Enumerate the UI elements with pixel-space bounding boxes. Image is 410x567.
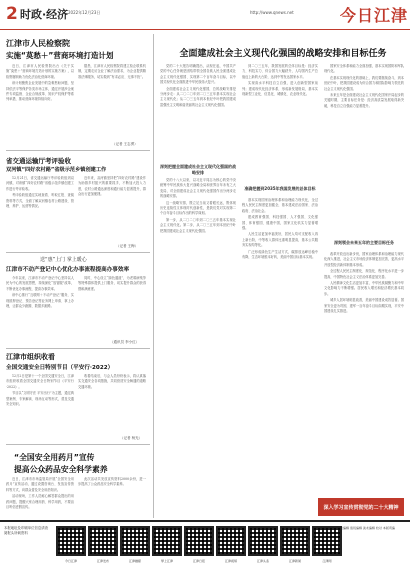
article-2-body-col2 — [78, 176, 146, 246]
article-4-body-col1 — [6, 374, 74, 438]
qr-code[interactable] — [312, 526, 342, 556]
footer-editors: 总编辑 值班编辑 美术编辑 校对 本版责编 — [340, 526, 395, 530]
footer-info: 本报地址及印刷单位信息请查阅报头所载资料 — [4, 526, 49, 535]
issue-date: 2022年12月23日 — [68, 10, 101, 15]
lead-subheading-2: 准确把握到2035年我国发展的总体目标 — [244, 186, 316, 191]
paragraph: 据悉，江津市人民检察院将建立检企联系机制，定期走访企业了解法治需求，为企业提供精准法律服务，切实做到“有求必应、无事不扰”。 — [78, 64, 146, 79]
paragraph: 城乡人居环境明显改善，美丽中国建设成效显著。国家安全更为巩固，建军一百年奋斗目标如期实现，平安中国建设扎实推进。 — [324, 298, 404, 314]
article-3-title: 江津市不动产登记中心优化办事流程提高办事效率 — [6, 267, 130, 273]
qr-label: 江津视频 — [224, 559, 237, 563]
paragraph: 节目以“文明守法 平安出行”为主题，通过典型案例、专家解读、现场互动等形式，普及交通安全知识。 — [6, 391, 74, 407]
paragraph: 人民生活更加幸福美好，居民人均可支配收入再上新台阶，中等收入群体比重明显提高，基本公共服务实现均等化。 — [242, 232, 318, 248]
article-1-body-col2 — [78, 64, 146, 144]
qr-label: 江津头条 — [256, 559, 269, 563]
qr-code[interactable] — [216, 526, 246, 556]
paragraph: 近日，江津市市场监管局开展“全国安全用药月”宣传活动，通过设置咨询台、发放宣传资料等方式，向群众普及安全用药知识。 — [6, 477, 74, 492]
paragraph: 该中心推行“互联网＋不动产登记”服务，实现抵押登记、预告登记等业务网上申请、掌上办理，让群众少跑腿、数据多跑路。 — [6, 293, 74, 309]
divider — [6, 150, 150, 151]
paragraph: 12月2日是第十一个全国交通安全日，江津市组织收看全国交通安全日特别节目《平安行·2022》。 — [6, 374, 74, 389]
column-divider — [153, 34, 154, 518]
page-footer — [0, 520, 410, 567]
paragraph: 人民精神文化生活更加丰富，中华民族凝聚力和中华文化影响力不断增强。居民收入增长和经济增长基本同步。 — [324, 281, 404, 296]
article-3-byline: （通讯员 李小红） — [110, 340, 140, 344]
paragraph: 12月21日，省交通运输厅考评验收组到双河镇，对该镇“四好农村路”省级示范乡镇创建工作进行考评验收。 — [6, 176, 74, 191]
paragraph: 近年来，双河镇坚持把“四好农村路”建设作为助推乡村振兴的重要抓手，不断加大投入力度，农村公路通达深度和通行能力显著提升，群众出行更加便捷。 — [78, 176, 146, 197]
qr-code[interactable] — [280, 526, 310, 556]
qr-label: 江津日报 — [192, 559, 205, 563]
lead-subheading-3: 深刻领会未来五年的主要目标任务 — [334, 240, 394, 245]
article-4-body-col2 — [78, 374, 146, 438]
divider — [6, 252, 150, 253]
lead-body-col3 — [324, 64, 404, 236]
article-1-title-line1: 江津市人民检察院 — [6, 39, 70, 48]
article-4-title-line2: 全国交通安全日特别节目（平安行·2022） — [6, 365, 114, 371]
paragraph: 改革开放迈出新步伐，国家治理体系和治理能力现代化深入推进，社会主义市场经济体制更加完善，更高水平开放型经济新体制基本形成。 — [324, 252, 404, 267]
paragraph: 到二〇三五年，我国发展的总体目标是：经济实力、科技实力、综合国力大幅跃升，人均国内生产总值迈上新的大台阶，达到中等发达国家水平。 — [242, 64, 318, 79]
divider — [6, 348, 150, 349]
lead-body-col1b — [160, 178, 236, 508]
lead-subheading-1: 深刻把握全面建成社会主义现代化强国的战略安排 — [160, 164, 236, 175]
paragraph: 国家安全体系和能力全面加强，基本实现国防和军队现代化。 — [324, 64, 404, 74]
article-2-title-line1: 省交通运输厅考评验收 — [6, 157, 71, 165]
article-4-title-line1: 江津市组织收看 — [6, 353, 55, 361]
paragraph: 党的十八大以来，以习近平同志为核心的党中央统筹中华民族伟大复兴战略全局和世界百年未有之大变局，对全面建成社会主义现代化强国作出分两步走的战略安排。 — [160, 178, 236, 199]
article-5-body-col1 — [6, 477, 74, 517]
article-5-title-line1: “全国安全用药月”宣传 — [14, 453, 95, 462]
paragraph: 基本实现国家治理体系和治理能力现代化，全过程人民民主制度更加健全，基本建成法治国家、法治政府、法治社会。 — [242, 198, 318, 213]
divider — [6, 444, 150, 445]
paragraph: 同时，中心设立“绿色通道”，为老弱病残孕等特殊群体提供上门服务，切实提升群众的获得感和满意度。 — [78, 276, 146, 291]
qr-label: 江津发布 — [96, 559, 109, 563]
lead-body-col2b — [242, 198, 318, 512]
red-banner: 深入学习宣传贯彻党的二十大精神 — [318, 498, 404, 516]
paragraph: 建成教育强国、科技强国、人才强国、文化强国、体育强国、健康中国，国家文化软实力显著增强。 — [242, 215, 318, 231]
qr-label: 江津网 — [322, 559, 332, 563]
website-url[interactable]: http://www.qnews.net — [250, 10, 294, 15]
paragraph: 未来五年是全面建设社会主义现代化国家开局起步的关键时期，主要目标任务是：经济高质量发展取得新突破，科技自立自强能力显著提升。 — [324, 93, 404, 108]
qr-label: 今日江津 — [64, 559, 77, 563]
article-2-body-col1 — [6, 176, 74, 246]
article-1-byline: （记者 王志勇） — [112, 142, 138, 146]
lead-body-col3b — [324, 252, 404, 494]
section-name: 时政·经济 — [20, 8, 69, 21]
paragraph: 广泛形成绿色生产生活方式，碳排放达峰后稳中有降，生态环境根本好转，美丽中国目标基本实现。 — [242, 249, 318, 260]
article-4-byline: （记者 杨光） — [120, 436, 143, 440]
paragraph: 党的二十大报告明确提出，从现在起，中国共产党的中心任务就是团结带领全国各族人民全面建成社会主义现代化强国、实现第二个百年奋斗目标，以中国式现代化全面推进中华民族伟大复兴。 — [160, 64, 236, 85]
article-2-title-line2: 双河镇“四好农村路”省级示范乡镇创建工作 — [6, 167, 107, 173]
qr-label: 江津新闻 — [288, 559, 301, 563]
paragraph: 近日，江津市人民检察院出台《关于实施“莫愁＋”营商环境打造计划的实施方案》，以检察履职助力优化法治化营商环境。 — [6, 64, 74, 79]
page-header — [0, 0, 410, 30]
article-3-body-col1 — [6, 276, 74, 342]
qr-code[interactable] — [88, 526, 118, 556]
paragraph: 今年以来，江津市不动产登记中心坚持以人民为中心的发展思想，持续深化“放管服”改革，不断优化办事流程，提高办事效率。 — [6, 276, 74, 291]
qr-code[interactable] — [56, 526, 86, 556]
paragraph: 全面建成社会主义现代化强国，总的战略安排是分两步走：从二〇二〇年到二〇三五年基本实现社会主义现代化；从二〇三五年到本世纪中叶把我国建成富强民主文明和谐美丽的社会主义现代化强国。 — [160, 86, 236, 107]
qr-code[interactable] — [120, 526, 150, 556]
lead-body-col1 — [160, 64, 236, 164]
qr-code[interactable] — [184, 526, 214, 556]
qr-label: 掌上江津 — [160, 559, 173, 563]
page-number: 2 — [6, 4, 18, 24]
article-3-body-col2 — [78, 276, 146, 342]
qr-code[interactable] — [248, 526, 278, 556]
paragraph: 第一步，从二〇二〇年到二〇三五年基本实现社会主义现代化。第二步，从二〇三五年到本世纪中叶把我国建成社会主义现代化强国。 — [160, 217, 236, 233]
article-2-byline: （记者 王梅） — [116, 244, 139, 248]
article-5-body-col2 — [78, 477, 146, 517]
article-1-body-col1 — [6, 64, 74, 144]
masthead-logo: 今日江津 — [340, 6, 409, 25]
paragraph: 全过程人民民主制度化、规范化、程序化水平进一步提高，中国特色社会主义法治体系更加完善。 — [324, 269, 404, 279]
article-5-title-line2: 提高公众药品安全科学素养 — [14, 465, 108, 474]
paragraph: 实现高水平科技自立自强，进入创新型国家前列；建成现代化经济体系，形成新发展格局，基本实现新型工业化、信息化、城镇化、农业现代化。 — [242, 81, 318, 97]
paragraph: 此次活动共发放宣传资料2000余份，进一步提高了公众药品安全科学素养。 — [78, 477, 146, 487]
paragraph: 考评验收组通过实地查看、听取汇报、查阅资料等方式，全面了解双河镇农村公路建设、管理、养护、运营等情况。 — [6, 193, 74, 209]
paragraph: 在基本实现现代化的基础上，我们要继续奋斗，到本世纪中叶，把我国建设成为综合国力和国际影响力领先的社会主义现代化强国。 — [324, 75, 404, 91]
qr-code[interactable] — [152, 526, 182, 556]
paragraph: 这一战略安排，既立足当前又着眼长远，既体现历史连续性又体现时代创新性，是我们党对实现第二个百年奋斗目标作出的科学谋划。 — [160, 200, 236, 216]
paragraph: 活动现场，工作人员耐心解答群众提出的用药问题，提醒大家合理用药、科学用药，不要盲目听信虚假宣传。 — [6, 494, 74, 510]
lead-body-col2 — [242, 64, 318, 184]
paragraph: 该计划聚焦企业发展中的急难愁盼问题，坚持依法平等保护各类市场主体，通过开展涉企案件专项监督、企业合规改革、知识产权保护等系列举措，推动营商环境持续向好。 — [6, 81, 74, 102]
article-3-kicker: 送“惠”上门 掌上暖心 — [40, 257, 87, 263]
paragraph: 收看结束后，与会人员纷纷表示，将认真落实交通安全各项措施，共同营造安全畅通的道路交通环境。 — [78, 374, 146, 389]
qr-label: 江津融媒 — [128, 559, 141, 563]
lead-article-title: 全面建成社会主义现代化强国的战略安排和目标任务 — [179, 49, 387, 59]
article-1-title-line2: 实施“莫愁＋”营商环境打造计划 — [6, 51, 114, 60]
